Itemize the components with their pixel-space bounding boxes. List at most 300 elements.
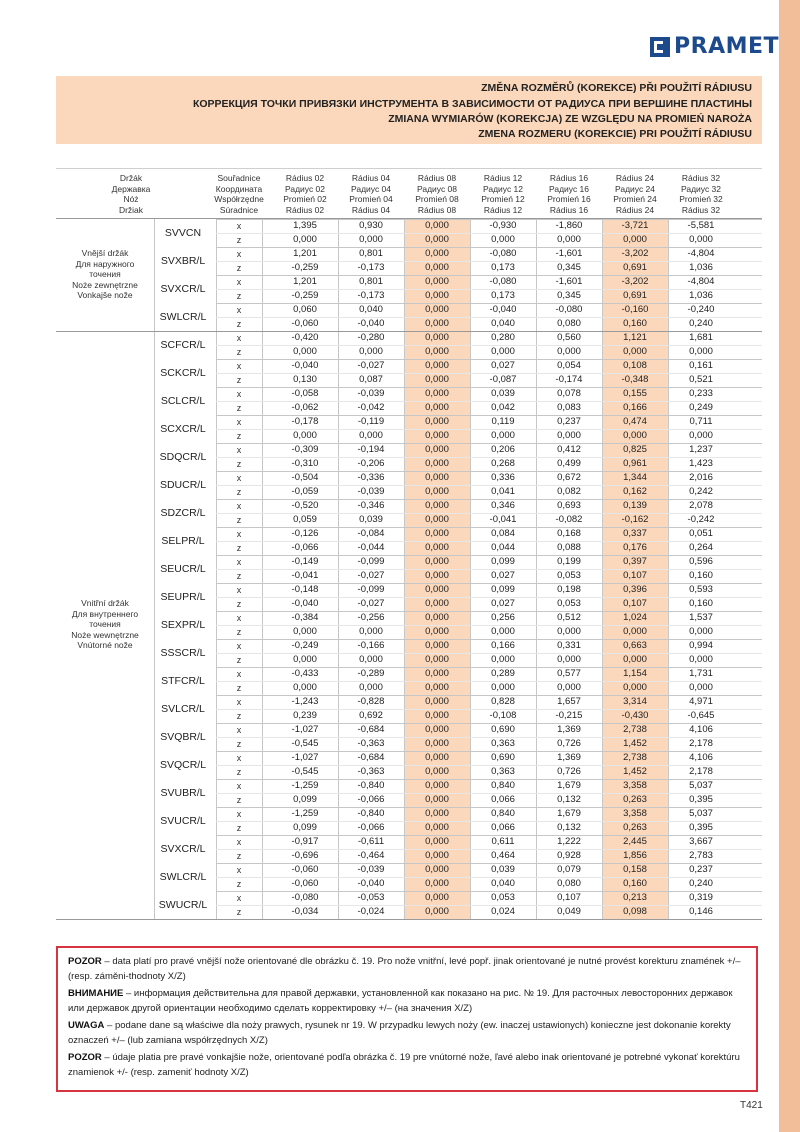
value-cell: 0,930 — [359, 220, 383, 231]
value-cell: 0,263 — [623, 794, 647, 805]
value-cell: 0,240 — [689, 878, 713, 889]
value-cell: -0,040 — [291, 360, 319, 371]
axis-label-x: x — [236, 893, 242, 903]
value-cell: 1,369 — [557, 724, 581, 735]
value-cell: -0,545 — [291, 738, 319, 749]
value-cell: 0,672 — [557, 472, 581, 483]
value-cell: 1,024 — [623, 612, 647, 623]
axis-label-x: x — [236, 249, 242, 259]
value-cell: 5,037 — [689, 780, 713, 791]
value-cell: -0,384 — [291, 612, 319, 623]
value-cell: -0,178 — [291, 416, 319, 427]
value-cell: 3,314 — [623, 696, 647, 707]
axis-label-x: x — [236, 389, 242, 399]
value-cell: -0,080 — [489, 276, 517, 287]
value-cell: 3,358 — [623, 808, 647, 819]
value-cell: 1,154 — [623, 668, 647, 679]
value-cell: 0,199 — [557, 556, 581, 567]
value-cell: 0,000 — [425, 654, 449, 665]
value-cell: 0,042 — [491, 402, 515, 413]
value-cell: 0,000 — [293, 654, 317, 665]
value-cell: 0,107 — [623, 598, 647, 609]
value-cell: 0,000 — [557, 682, 581, 693]
value-cell: 0,397 — [623, 556, 647, 567]
radius-header-0: Rádius 02 Радиус 02 Promień 02 Rádius 02 — [283, 173, 327, 215]
value-cell: 0,162 — [623, 486, 647, 497]
value-cell: 0,828 — [491, 696, 515, 707]
value-cell: 0,000 — [425, 878, 449, 889]
value-cell: 0,000 — [623, 654, 647, 665]
value-cell: -0,259 — [291, 290, 319, 301]
coord-header: Souřadnice Координата Współrzędne Súradnice — [214, 173, 264, 215]
value-cell: -0,173 — [357, 290, 385, 301]
value-cell: -0,080 — [489, 248, 517, 259]
value-cell: 0,249 — [689, 402, 713, 413]
value-cell: 0,256 — [491, 612, 515, 623]
value-cell: 0,000 — [425, 346, 449, 357]
value-cell: -4,804 — [687, 248, 715, 259]
radius-header-3: Rádius 12 Радиус 12 Promień 12 Rádius 12 — [481, 173, 525, 215]
tool-name: SVXBR/L — [160, 255, 206, 267]
value-cell: 0,000 — [425, 528, 449, 539]
value-cell: 0,041 — [491, 486, 515, 497]
value-cell: -0,696 — [291, 850, 319, 861]
value-cell: 0,000 — [293, 234, 317, 245]
notes-box — [56, 946, 758, 1092]
value-cell: 0,039 — [491, 388, 515, 399]
value-cell: 0,000 — [623, 234, 647, 245]
table-bottom-line — [56, 919, 762, 920]
value-cell: 0,000 — [491, 654, 515, 665]
value-cell: -0,930 — [489, 220, 517, 231]
value-cell: 0,000 — [425, 556, 449, 567]
axis-label-z: z — [236, 599, 242, 609]
value-cell: 1,121 — [623, 332, 647, 343]
value-cell: -5,581 — [687, 220, 715, 231]
axis-label-x: x — [236, 501, 242, 511]
value-cell: 0,345 — [557, 290, 581, 301]
value-cell: -0,464 — [357, 850, 385, 861]
axis-label-x: x — [236, 473, 242, 483]
value-cell: 0,027 — [491, 570, 515, 581]
value-cell: 0,000 — [425, 220, 449, 231]
value-cell: 0,079 — [557, 864, 581, 875]
axis-label-z: z — [236, 851, 242, 861]
value-cell: 1,679 — [557, 780, 581, 791]
value-cell: 0,000 — [623, 430, 647, 441]
value-cell: -3,721 — [621, 220, 649, 231]
value-cell: -0,041 — [291, 570, 319, 581]
value-cell: 0,024 — [491, 906, 515, 917]
value-cell: 0,083 — [557, 402, 581, 413]
axis-label-x: x — [236, 725, 242, 735]
value-cell: -0,044 — [357, 542, 385, 553]
radius-header-4: Rádius 16 Радиус 16 Promień 16 Rádius 16 — [547, 173, 591, 215]
value-cell: 0,066 — [491, 794, 515, 805]
value-cell: 0,146 — [689, 906, 713, 917]
value-cell: -0,082 — [555, 514, 583, 525]
value-cell: 0,130 — [293, 374, 317, 385]
title-line-pl: ZMIANA WYMIARÓW (KOREKCJA) ZE WZGLĘDU NA PROMIEŃ NAROŻA — [388, 113, 752, 125]
value-cell: -0,259 — [291, 262, 319, 273]
value-cell: 0,000 — [293, 682, 317, 693]
value-cell: 0,053 — [557, 598, 581, 609]
value-cell: -0,042 — [357, 402, 385, 413]
value-cell: -0,166 — [357, 640, 385, 651]
value-cell: -0,160 — [621, 304, 649, 315]
value-cell: 0,000 — [293, 430, 317, 441]
value-cell: 1,036 — [689, 262, 713, 273]
value-cell: -0,099 — [357, 556, 385, 567]
value-cell: -1,860 — [555, 220, 583, 231]
value-cell: 1,731 — [689, 668, 713, 679]
value-cell: 0,239 — [293, 710, 317, 721]
value-cell: 0,060 — [293, 304, 317, 315]
axis-label-z: z — [236, 543, 242, 553]
axis-label-x: x — [236, 361, 242, 371]
value-cell: -1,259 — [291, 780, 319, 791]
axis-label-x: x — [236, 221, 242, 231]
value-cell: 2,783 — [689, 850, 713, 861]
value-cell: 0,395 — [689, 822, 713, 833]
value-cell: 0,000 — [689, 626, 713, 637]
value-cell: 1,657 — [557, 696, 581, 707]
axis-label-z: z — [236, 347, 242, 357]
value-cell: 0,345 — [557, 262, 581, 273]
value-cell: -0,520 — [291, 500, 319, 511]
tool-name: SDZCR/L — [160, 507, 206, 519]
axis-label-x: x — [236, 613, 242, 623]
value-cell: 1,201 — [293, 248, 317, 259]
value-cell: -1,243 — [291, 696, 319, 707]
value-cell: -0,040 — [357, 318, 385, 329]
value-cell: 0,363 — [491, 738, 515, 749]
value-cell: 0,242 — [689, 486, 713, 497]
value-cell: 0,160 — [689, 598, 713, 609]
value-cell: -0,040 — [357, 878, 385, 889]
axis-label-x: x — [236, 305, 242, 315]
value-cell: 3,358 — [623, 780, 647, 791]
value-cell: 0,346 — [491, 500, 515, 511]
value-cell: 0,690 — [491, 724, 515, 735]
value-cell: -0,433 — [291, 668, 319, 679]
value-cell: -0,840 — [357, 780, 385, 791]
value-cell: 1,036 — [689, 290, 713, 301]
value-cell: 0,155 — [623, 388, 647, 399]
group-separator — [56, 331, 762, 332]
value-cell: 5,037 — [689, 808, 713, 819]
value-cell: 0,084 — [491, 528, 515, 539]
value-cell: -0,611 — [357, 836, 385, 847]
axis-label-z: z — [236, 627, 242, 637]
value-cell: 0,000 — [425, 388, 449, 399]
value-cell: 0,263 — [623, 822, 647, 833]
axis-label-z: z — [236, 235, 242, 245]
value-cell: 0,000 — [491, 234, 515, 245]
value-cell: 0,840 — [491, 780, 515, 791]
value-cell: -0,363 — [357, 766, 385, 777]
value-cell: -0,058 — [291, 388, 319, 399]
value-cell: 1,452 — [623, 766, 647, 777]
value-cell: 0,693 — [557, 500, 581, 511]
value-cell: 0,198 — [557, 584, 581, 595]
value-cell: 0,000 — [623, 346, 647, 357]
axis-label-z: z — [236, 767, 242, 777]
value-cell: 0,000 — [425, 710, 449, 721]
value-cell: 0,593 — [689, 584, 713, 595]
value-cell: 0,000 — [623, 626, 647, 637]
value-cell: 0,412 — [557, 444, 581, 455]
value-cell: 0,801 — [359, 276, 383, 287]
value-cell: 0,840 — [491, 808, 515, 819]
value-cell: 0,000 — [425, 304, 449, 315]
value-cell: 0,000 — [425, 570, 449, 581]
value-cell: 0,000 — [425, 850, 449, 861]
axis-label-x: x — [236, 697, 242, 707]
value-cell: 0,237 — [557, 416, 581, 427]
pramet-logo — [650, 34, 779, 60]
value-cell: 0,000 — [359, 430, 383, 441]
value-cell: 1,201 — [293, 276, 317, 287]
value-cell: 0,000 — [293, 346, 317, 357]
value-cell: -0,162 — [621, 514, 649, 525]
value-cell: 0,233 — [689, 388, 713, 399]
value-cell: 0,000 — [359, 654, 383, 665]
value-cell: -0,504 — [291, 472, 319, 483]
value-cell: -0,066 — [291, 542, 319, 553]
value-cell: 4,106 — [689, 724, 713, 735]
tool-name: SVUBR/L — [160, 787, 206, 799]
axis-label-z: z — [236, 319, 242, 329]
value-cell: 0,098 — [623, 906, 647, 917]
value-cell: 2,178 — [689, 738, 713, 749]
axis-label-x: x — [236, 585, 242, 595]
axis-label-z: z — [236, 487, 242, 497]
value-cell: 4,106 — [689, 752, 713, 763]
value-cell: 0,053 — [491, 892, 515, 903]
value-cell: -0,545 — [291, 766, 319, 777]
value-cell: -0,684 — [357, 752, 385, 763]
value-cell: 0,087 — [359, 374, 383, 385]
value-cell: -0,126 — [291, 528, 319, 539]
value-cell: -0,148 — [291, 584, 319, 595]
value-cell: 0,040 — [491, 878, 515, 889]
tool-name: SVQCR/L — [159, 759, 207, 771]
value-cell: 0,000 — [689, 346, 713, 357]
value-cell: 0,173 — [491, 290, 515, 301]
axis-label-z: z — [236, 431, 242, 441]
value-cell: 0,000 — [425, 892, 449, 903]
value-cell: 0,000 — [425, 822, 449, 833]
value-cell: 0,289 — [491, 668, 515, 679]
value-cell: -0,066 — [357, 822, 385, 833]
axis-label-z: z — [236, 823, 242, 833]
value-cell: 0,000 — [425, 584, 449, 595]
value-cell: 4,971 — [689, 696, 713, 707]
tool-name: SCFCR/L — [160, 339, 206, 351]
title-line-ru: КОРРЕКЦИЯ ТОЧКИ ПРИВЯЗКИ ИНСТРУМЕНТА В ЗАВИСИМОСТИ ОТ РАДИУСА ПРИ ВЕРШИНЕ ПЛАСТИНЫ — [192, 98, 752, 110]
axis-label-z: z — [236, 515, 242, 525]
value-cell: 0,139 — [623, 500, 647, 511]
value-cell: 0,000 — [425, 752, 449, 763]
value-cell: 0,099 — [491, 556, 515, 567]
page-number: T421 — [740, 1100, 763, 1111]
value-cell: 0,000 — [425, 598, 449, 609]
value-cell: 0,336 — [491, 472, 515, 483]
value-cell: -0,309 — [291, 444, 319, 455]
value-cell: 0,082 — [557, 486, 581, 497]
value-cell: 0,691 — [623, 262, 647, 273]
value-cell: -0,041 — [489, 514, 517, 525]
axis-label-x: x — [236, 333, 242, 343]
value-cell: 0,000 — [689, 654, 713, 665]
value-cell: 1,395 — [293, 220, 317, 231]
value-cell: 0,160 — [623, 318, 647, 329]
value-cell: 0,000 — [425, 458, 449, 469]
value-cell: 0,040 — [491, 318, 515, 329]
value-cell: 0,000 — [491, 682, 515, 693]
tool-name: STFCR/L — [161, 675, 205, 687]
value-cell: -1,027 — [291, 724, 319, 735]
value-cell: -0,256 — [357, 612, 385, 623]
value-cell: 0,213 — [623, 892, 647, 903]
value-cell: 0,000 — [425, 766, 449, 777]
holder-header: Držák Державка Nóż Držiak — [111, 173, 151, 215]
value-cell: 0,000 — [425, 248, 449, 259]
value-cell: 0,560 — [557, 332, 581, 343]
value-cell: 0,240 — [689, 318, 713, 329]
axis-label-x: x — [236, 865, 242, 875]
value-cell: 0,049 — [557, 906, 581, 917]
value-cell: -0,099 — [357, 584, 385, 595]
value-cell: 0,066 — [491, 822, 515, 833]
value-cell: 0,000 — [425, 640, 449, 651]
value-cell: 0,000 — [425, 514, 449, 525]
axis-label-x: x — [236, 445, 242, 455]
value-cell: -0,059 — [291, 486, 319, 497]
value-cell: -0,027 — [357, 570, 385, 581]
value-cell: -0,249 — [291, 640, 319, 651]
value-cell: -0,108 — [489, 710, 517, 721]
value-cell: 0,319 — [689, 892, 713, 903]
value-cell: 0,396 — [623, 584, 647, 595]
value-cell: -3,202 — [621, 276, 649, 287]
value-cell: -0,027 — [357, 360, 385, 371]
value-cell: 0,801 — [359, 248, 383, 259]
value-cell: 0,000 — [359, 346, 383, 357]
value-cell: 0,000 — [425, 374, 449, 385]
value-cell: -0,430 — [621, 710, 649, 721]
value-cell: 0,726 — [557, 738, 581, 749]
value-cell: 0,000 — [425, 864, 449, 875]
value-cell: 0,088 — [557, 542, 581, 553]
value-cell: 0,000 — [425, 360, 449, 371]
value-cell: 0,000 — [425, 808, 449, 819]
value-cell: 0,264 — [689, 542, 713, 553]
value-cell: -0,060 — [291, 864, 319, 875]
value-cell: -0,363 — [357, 738, 385, 749]
value-cell: -0,040 — [489, 304, 517, 315]
value-cell: 0,692 — [359, 710, 383, 721]
value-cell: 0,099 — [491, 584, 515, 595]
value-cell: 0,726 — [557, 766, 581, 777]
value-cell: 0,000 — [491, 430, 515, 441]
value-cell: -0,336 — [357, 472, 385, 483]
axis-label-x: x — [236, 837, 242, 847]
value-cell: -0,645 — [687, 710, 715, 721]
value-cell: -3,202 — [621, 248, 649, 259]
value-cell: -0,039 — [357, 864, 385, 875]
value-cell: 0,099 — [293, 822, 317, 833]
value-cell: 0,000 — [425, 724, 449, 735]
value-cell: 2,738 — [623, 752, 647, 763]
value-cell: -0,087 — [489, 374, 517, 385]
tool-name: SVXCR/L — [160, 843, 206, 855]
value-cell: 0,691 — [623, 290, 647, 301]
value-cell: 0,000 — [359, 682, 383, 693]
tool-name: SEUPR/L — [160, 591, 206, 603]
value-cell: 1,222 — [557, 836, 581, 847]
value-cell: 0,690 — [491, 752, 515, 763]
brand-name: PRAMET — [674, 34, 780, 59]
value-cell: 0,080 — [557, 878, 581, 889]
value-cell: 0,051 — [689, 528, 713, 539]
value-cell: 0,000 — [425, 682, 449, 693]
axis-label-z: z — [236, 711, 242, 721]
value-cell: 0,168 — [557, 528, 581, 539]
axis-label-x: x — [236, 557, 242, 567]
value-cell: -1,259 — [291, 808, 319, 819]
value-cell: -0,840 — [357, 808, 385, 819]
axis-label-z: z — [236, 655, 242, 665]
group-label-0: Vnější držák Для наружного точения Noże zewnętrzne Vonkajše nože — [72, 248, 138, 300]
value-cell: 0,044 — [491, 542, 515, 553]
value-cell: 1,856 — [623, 850, 647, 861]
value-cell: 0,000 — [557, 346, 581, 357]
value-cell: 0,078 — [557, 388, 581, 399]
value-cell: 1,537 — [689, 612, 713, 623]
value-cell: -0,828 — [357, 696, 385, 707]
value-cell: -0,242 — [687, 514, 715, 525]
value-cell: -0,080 — [555, 304, 583, 315]
value-cell: -0,346 — [357, 500, 385, 511]
axis-label-z: z — [236, 375, 242, 385]
table-body — [56, 219, 762, 919]
value-cell: 2,178 — [689, 766, 713, 777]
value-cell: 1,679 — [557, 808, 581, 819]
value-cell: 0,173 — [491, 262, 515, 273]
value-cell: 0,000 — [425, 542, 449, 553]
value-cell: -1,027 — [291, 752, 319, 763]
value-cell: -0,149 — [291, 556, 319, 567]
tool-name: SCLCR/L — [160, 395, 206, 407]
axis-label-z: z — [236, 403, 242, 413]
value-cell: -0,215 — [555, 710, 583, 721]
edge-bar — [779, 0, 800, 1132]
value-cell: 0,176 — [623, 542, 647, 553]
value-cell: 0,268 — [491, 458, 515, 469]
value-cell: 0,166 — [623, 402, 647, 413]
tool-name: SSSCR/L — [160, 647, 206, 659]
tool-name: SVVCN — [164, 227, 202, 239]
value-cell: 3,667 — [689, 836, 713, 847]
value-cell: -0,034 — [291, 906, 319, 917]
note-ru: ВНИМАНИЕ – информация действительна для правой державки, установленной как показано на рис. № 19. Для расточных левосторонних державок или державок другой ориентации необходимо сделать корректировку +/– (на значения X/Z) — [68, 988, 733, 1014]
value-cell: 0,000 — [425, 500, 449, 511]
axis-label-z: z — [236, 291, 242, 301]
value-cell: 0,108 — [623, 360, 647, 371]
value-cell: 1,344 — [623, 472, 647, 483]
